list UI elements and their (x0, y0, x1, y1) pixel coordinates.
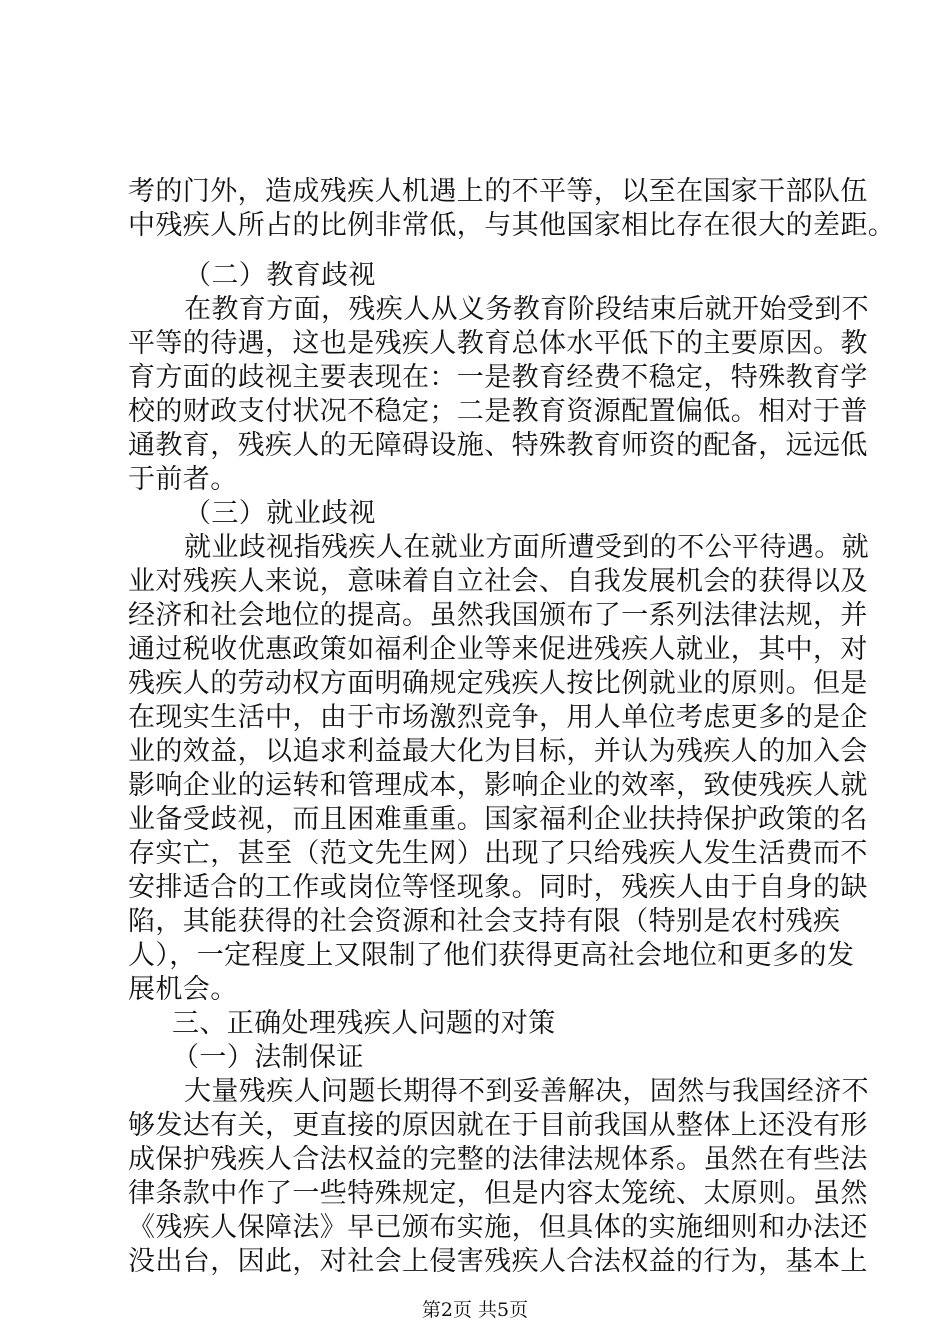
paragraph-line: 于前者。 (128, 464, 238, 495)
page-number-footer: 第2页 共5页 (421, 1299, 529, 1321)
paragraph-line: 中残疾人所占的比例非常低，与其他国家相比存在很大的差距。 (128, 210, 896, 241)
paragraph-line: 《残疾人保障法》早已颁布实施，但具体的实施细则和办法还 (128, 1212, 868, 1243)
paragraph-line: 考的门外，造成残疾人机遇上的不平等，以至在国家干部队伍 (128, 176, 868, 207)
paragraph-line: 安排适合的工作或岗位等怪现象。同时，残疾人由于自身的缺 (128, 872, 868, 903)
section-heading-legal: （一）法制保证 (172, 1042, 364, 1073)
paragraph-line: 影响企业的运转和管理成本，影响企业的效率，致使残疾人就 (128, 770, 868, 801)
paragraph-line: 业对残疾人来说，意味着自立社会、自我发展机会的获得以及 (128, 566, 868, 597)
paragraph-line: 展机会。 (128, 974, 238, 1005)
paragraph-line: 通过税收优惠政策如福利企业等来促进残疾人就业，其中，对 (128, 634, 868, 665)
paragraph-line: 业备受歧视，而且困难重重。国家福利企业扶持保护政策的名 (128, 804, 868, 835)
section-heading-employment: （三）就业歧视 (184, 498, 376, 529)
section-heading-education: （二）教育歧视 (184, 260, 376, 291)
paragraph-line: 在现实生活中，由于市场激烈竞争，用人单位考虑更多的是企 (128, 702, 868, 733)
paragraph-line: 够发达有关，更直接的原因就在于目前我国从整体上还没有形 (128, 1110, 868, 1141)
paragraph-line: 律条款中作了一些特殊规定，但是内容太笼统、太原则。虽然 (128, 1178, 868, 1209)
paragraph-line: 通教育，残疾人的无障碍设施、特殊教育师资的配备，远远低 (128, 430, 868, 461)
paragraph-line: 平等的待遇，这也是残疾人教育总体水平低下的主要原因。教 (128, 328, 868, 359)
paragraph-line: 在教育方面，残疾人从义务教育阶段结束后就开始受到不 (184, 294, 869, 325)
paragraph-line: 残疾人的劳动权方面明确规定残疾人按比例就业的原则。但是 (128, 668, 868, 699)
paragraph-gap (128, 243, 828, 259)
paragraph-line: 没出台，因此，对社会上侵害残疾人合法权益的行为，基本上 (128, 1246, 868, 1277)
paragraph-line: 存实亡，甚至（范文先生网）出现了只给残疾人发生活费而不 (128, 838, 868, 869)
paragraph-line: 经济和社会地位的提高。虽然我国颁布了一系列法律法规，并 (128, 600, 868, 631)
paragraph-line: 就业歧视指残疾人在就业方面所遭受到的不公平待遇。就 (184, 532, 869, 563)
section-heading-countermeasures: 三、正确处理残疾人问题的对策 (172, 1008, 556, 1039)
paragraph-line: 人），一定程度上又限制了他们获得更高社会地位和更多的发 (128, 940, 855, 971)
paragraph-line: 成保护残疾人合法权益的完整的法律法规体系。虽然在有些法 (128, 1144, 868, 1175)
paragraph-line: 大量残疾人问题长期得不到妥善解决，固然与我国经济不 (184, 1076, 869, 1107)
paragraph-line: 育方面的歧视主要表现在：一是教育经费不稳定，特殊教育学 (128, 362, 868, 393)
paragraph-line: 校的财政支付状况不稳定；二是教育资源配置偏低。相对于普 (128, 396, 868, 427)
paragraph-line: 陷，其能获得的社会资源和社会支持有限（特别是农村残疾 (128, 906, 841, 937)
document-body (128, 175, 896, 1279)
paragraph-line: 业的效益，以追求利益最大化为目标，并认为残疾人的加入会 (128, 736, 868, 767)
